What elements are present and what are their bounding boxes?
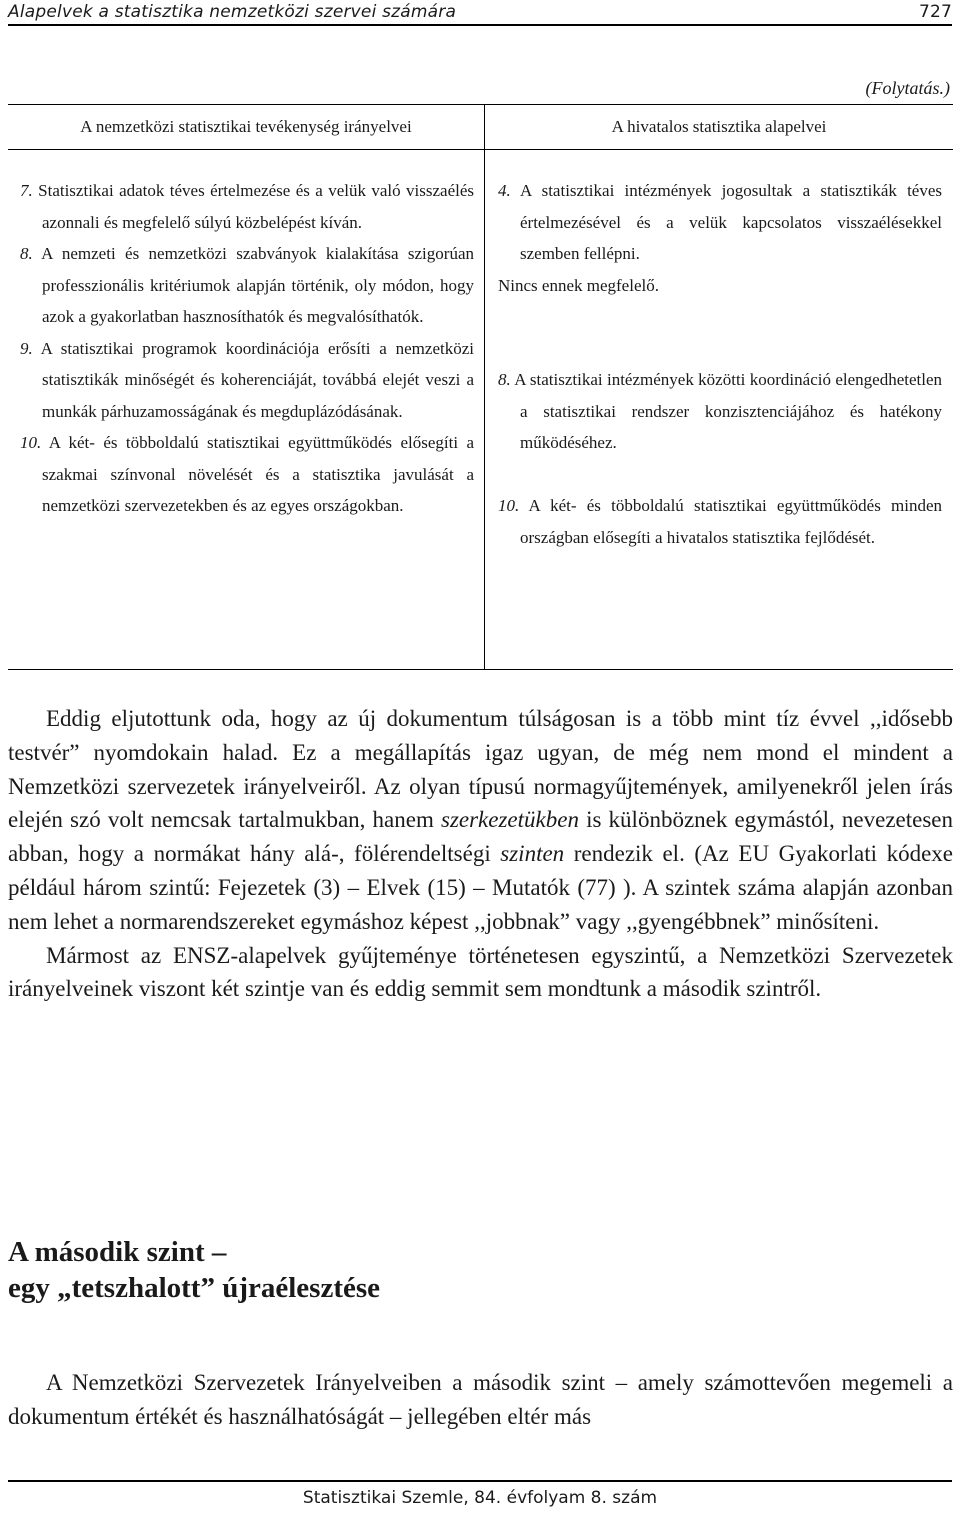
right-item-none [498, 270, 942, 302]
item-text: A statisztikai intézmények közötti koordináció elengedhetetlen a statisztikai rendszer konzisztenciájához és hatékony működéséhez. [514, 370, 942, 452]
item-number: 8. [20, 244, 33, 263]
body-text [8, 702, 953, 1006]
item-text: A két- és többoldalú statisztikai együttműködés elősegíti a szakmai színvonal növelését és a statisztika javulását a nemzetközi szervezetekben és az egyes országokban. [42, 433, 475, 515]
left-item-7 [20, 175, 474, 238]
body-paragraph-2: Mármost az ENSZ-alapelvek gyűjteménye történetesen egyszintű, a Nemzetközi Szervezetek irányelveinek viszont két szintje van és eddig semmit sem mondtunk a második szintről. [8, 942, 953, 1002]
item-text: A nemzeti és nemzetközi szabványok kialakítása szigorúan professzionális kritériumok alapján történik, oly módon, hogy azok a gyakorlatban hasznosíthatók és megvalósíthatók. [41, 244, 474, 326]
item-text: A statisztikai programok koordinációja erősíti a nemzetközi statisztikák minőségét és koherenciáját, továbbá elejét veszi a munkák párhuzamosságának és megduplázódásának. [40, 338, 474, 421]
right-item-8 [498, 364, 942, 459]
section-body [8, 1366, 953, 1434]
spacer [498, 301, 942, 364]
running-head-title: Alapelvek a statisztika nemzetközi szervei számára [8, 2, 457, 22]
page-number: 727 [918, 2, 952, 22]
item-number: 4. [498, 181, 511, 200]
item-number: 8. [498, 370, 511, 389]
comparison-table [8, 104, 953, 670]
item-text: A statisztikai intézmények jogosultak a statisztikák téves értelmezésével és a velük kapcsolatos visszaélésekkel szemben fellépni. [520, 181, 943, 263]
text-run: is különböznek egymástól, nevezetesen abban, hogy a normákat hány alá-, fölérendeltségi [8, 807, 953, 867]
running-head [8, 0, 952, 26]
item-text: A két- és többoldalú statisztikai együttműködés minden országban elősegíti a hivatalos statisztika fejlődését. [520, 496, 943, 547]
right-column [498, 175, 942, 553]
left-column-header: A nemzetközi statisztikai tevékenység irányelvei [80, 117, 412, 136]
left-item-8 [20, 238, 474, 333]
section-heading-line-1: A második szint – [8, 1236, 227, 1268]
item-number: 10. [20, 433, 42, 452]
body-paragraph-1 [8, 702, 953, 939]
right-item-10 [498, 490, 942, 553]
running-foot: Statisztikai Szemle, 84. évfolyam 8. szám [8, 1480, 952, 1508]
item-text: Nincs ennek megfelelő. [498, 275, 659, 295]
left-column [20, 175, 474, 522]
text-run: Eddig eljutottunk oda, hogy az új dokumentum túlságosan is a több mint tíz évvel ,,idősebb testvér” nyomdokain halad. Ez a megállapítás igaz ugyan, de még nem mond el mindent a Nemzetközi szervezetek irányelveiről. Az olyan típusú normagyűjtemények, amilyenekről jelen írás elején szó volt nemcsak tartalmukban, hanem [8, 706, 953, 833]
text-run: rendezik el. (Az EU Gyakorlati kódexe például három szintű: Fejezetek (3) – Elvek (15) – Mutatók (77) ). A szintek száma alapján azonban nem lehet a normarendszereket egymáshoz képest ,,jobbnak” vagy ,,gyengébbnek” minősíteni. [8, 841, 953, 934]
emphasis-text: szerkezetükben [441, 807, 579, 833]
left-item-9 [20, 333, 474, 428]
left-item-10 [20, 427, 474, 522]
emphasis-text: szinten [500, 841, 565, 867]
spacer [498, 459, 942, 491]
column-divider [484, 105, 485, 669]
continuation-note: (Folytatás.) [865, 78, 950, 98]
item-text: Statisztikai adatok téves értelmezése és a velük való visszaélés azonnali és megfelelő súlyú közbelépést kíván. [38, 181, 474, 232]
item-number: 10. [498, 496, 520, 515]
section-heading-line-2: egy „tetszhalott” újraélesztése [8, 1272, 381, 1304]
item-number: 7. [20, 181, 33, 200]
section-heading [8, 1234, 380, 1306]
item-number: 9. [20, 338, 33, 358]
right-column-header: A hivatalos statisztika alapelvei [611, 117, 827, 136]
header-rule [8, 149, 953, 150]
right-item-4 [498, 175, 942, 270]
section-paragraph-1: A Nemzetközi Szervezetek Irányelveiben a második szint – amely számottevően megemeli a dokumentum értékét és használhatóságát – jellegében eltér más [8, 1370, 953, 1429]
